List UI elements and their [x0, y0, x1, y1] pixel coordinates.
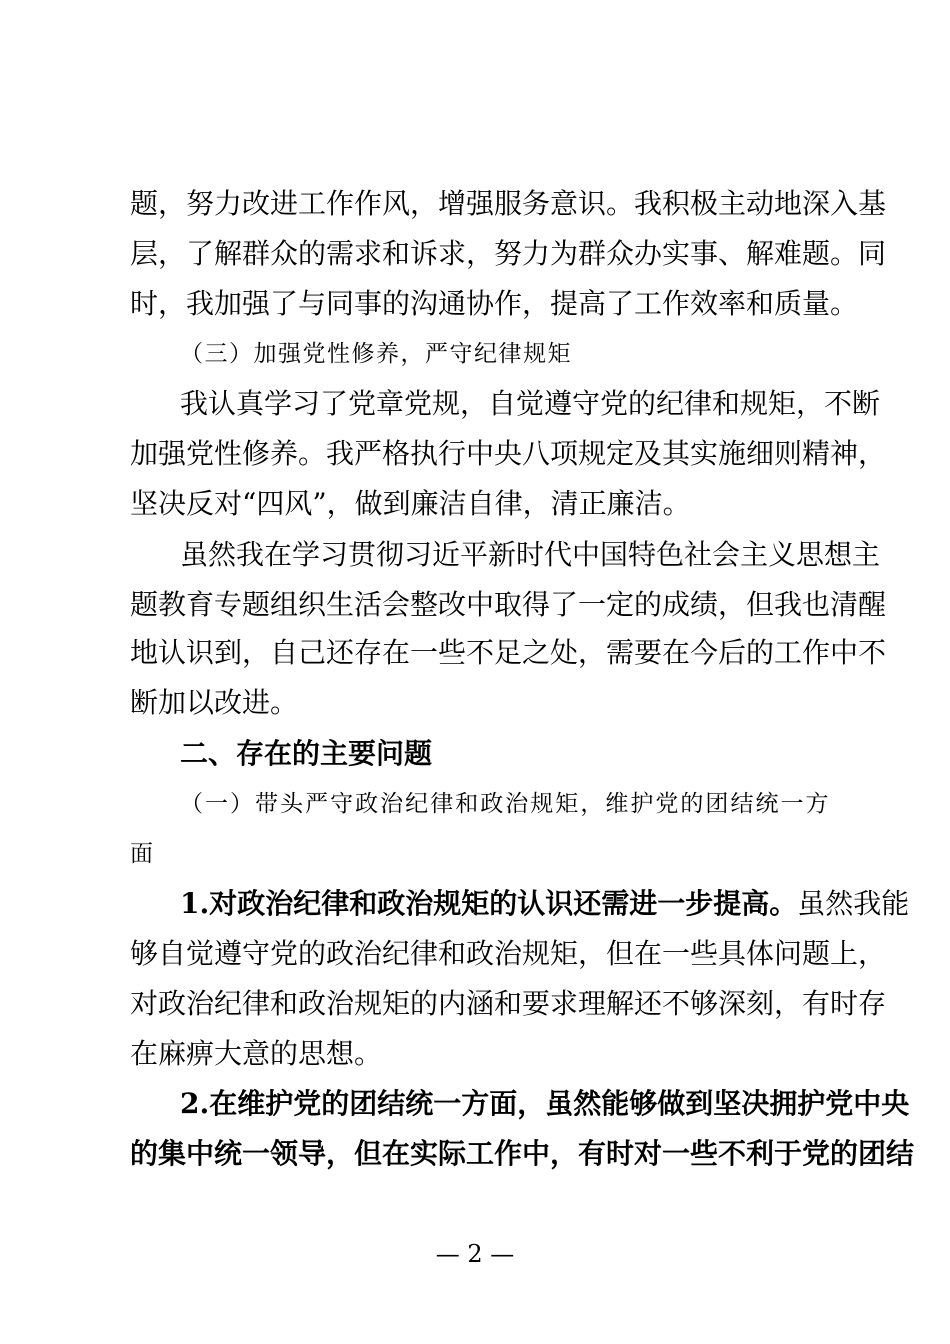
numbered-point-title: 1.对政治纪律和政治规矩的认识还需进一步提高。 — [180, 887, 798, 920]
body-text-line: 加强党性修养。我严格执行中央八项规定及其实施细则精神， — [130, 437, 887, 470]
body-text-line: 地认识到，自己还存在一些不足之处，需要在今后的工作中不 — [130, 636, 887, 669]
section-subheading: 面 — [130, 841, 155, 867]
body-text-line: 坚决反对“四风”，做到廉洁自律，清正廉洁。 — [130, 487, 691, 520]
numbered-point-line: 2.在维护党的团结统一方面，虽然能够做到坚决拥护党中央 — [180, 1087, 910, 1120]
numbered-point-line: 的集中统一领导，但在实际工作中，有时对一些不利于党的团结 — [130, 1137, 915, 1170]
page-number: — 2 — — [435, 1240, 515, 1268]
body-text-line: 对政治纪律和政治规矩的内涵和要求理解还不够深刻，有时存 — [130, 987, 887, 1020]
section-heading: 二、存在的主要问题 — [180, 737, 433, 770]
body-text-line: 我认真学习了党章党规，自觉遵守党的纪律和规矩，不断 — [180, 387, 881, 420]
body-text-line: 层，了解群众的需求和诉求，努力为群众办实事、解难题。同 — [130, 237, 887, 270]
body-text-line: 断加以改进。 — [130, 686, 299, 719]
numbered-point-line — [180, 884, 910, 924]
body-text-line: 题，努力改进工作作风，增强服务意识。我积极主动地深入基 — [130, 187, 887, 220]
body-text-line: 虽然我在学习贯彻习近平新时代中国特色社会主义思想主 — [180, 538, 881, 571]
body-text-line: 在麻痹大意的思想。 — [130, 1037, 383, 1070]
section-subheading: （三）加强党性修养，严守纪律规矩 — [180, 341, 572, 367]
section-subheading: （一）带头严守政治纪律和政治规矩，维护党的团结统一方 — [180, 791, 830, 817]
numbered-point-text: 虽然我能 — [797, 887, 910, 920]
body-text-line: 够自觉遵守党的政治纪律和政治规矩，但在一些具体问题上， — [130, 937, 887, 970]
body-text-line: 题教育专题组织生活会整改中取得了一定的成绩，但我也清醒 — [130, 588, 887, 621]
body-text-line: 时，我加强了与同事的沟通协作，提高了工作效率和质量。 — [130, 287, 859, 320]
